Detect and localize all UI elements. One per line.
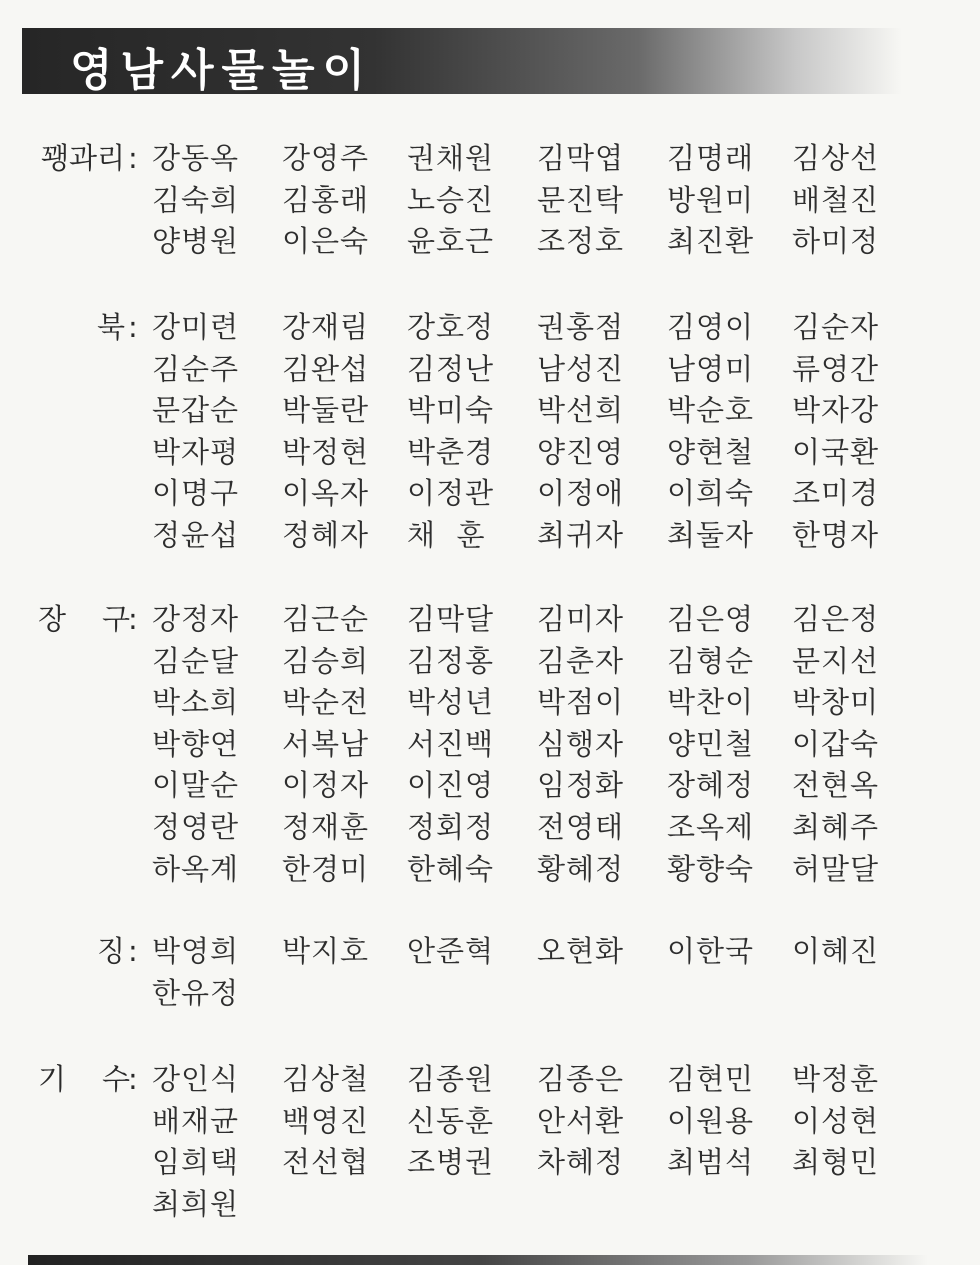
member-name: 박창미 (792, 685, 880, 720)
member-name: 조정호 (537, 224, 625, 259)
label-separator: : (128, 141, 138, 175)
member-name: 최귀자 (537, 518, 625, 552)
member-name: 박향연 (152, 726, 240, 761)
member-name: 이진영 (407, 768, 495, 803)
member-name: 조미경 (792, 476, 880, 511)
member-name: 김숙희 (152, 182, 240, 217)
roster-row (0, 137, 980, 179)
member-name: 김상철 (282, 1062, 370, 1096)
roster-row (0, 306, 980, 348)
member-name: 이정애 (537, 476, 625, 511)
member-name: 김춘자 (537, 643, 625, 678)
member-name: 이말순 (152, 768, 240, 803)
member-name: 이갑숙 (792, 726, 880, 761)
member-name: 김형순 (667, 643, 755, 678)
roster-row (0, 930, 980, 972)
member-name: 김상선 (792, 141, 880, 175)
member-name: 김순달 (152, 643, 240, 678)
member-name: 이성현 (792, 1103, 880, 1138)
member-name: 하옥계 (152, 851, 240, 886)
member-name: 서복남 (282, 726, 370, 761)
roster-row (0, 472, 980, 514)
member-name: 이은숙 (282, 224, 370, 259)
member-name: 김완섭 (282, 351, 370, 386)
member-name: 강동옥 (152, 141, 240, 175)
member-name: 강미련 (152, 310, 240, 344)
roster-row (0, 1100, 980, 1142)
member-name: 임정화 (537, 768, 625, 803)
member-name: 양진영 (537, 434, 625, 469)
member-name: 김종은 (537, 1062, 625, 1096)
section-label-char: 장 (38, 602, 67, 636)
member-name: 전선협 (282, 1145, 370, 1180)
member-name: 정윤섭 (152, 518, 240, 552)
member-name: 최둘자 (667, 518, 755, 552)
member-name: 한경미 (282, 851, 370, 886)
member-name: 강정자 (152, 602, 240, 636)
member-name: 문지선 (792, 643, 880, 678)
roster-row (0, 179, 980, 221)
member-name: 박정현 (282, 434, 370, 469)
member-name: 강영주 (282, 141, 370, 175)
member-name: 정재훈 (282, 810, 370, 844)
member-name: 조병권 (407, 1145, 495, 1180)
member-name: 김막달 (407, 602, 495, 636)
member-name: 이원용 (667, 1103, 755, 1138)
member-name: 황향숙 (667, 851, 755, 886)
member-name: 김정홍 (407, 643, 495, 678)
member-name: 양현철 (667, 434, 755, 469)
member-name: 노승진 (407, 182, 495, 217)
member-name: 최진환 (667, 224, 755, 259)
roster-row (0, 348, 980, 390)
roster-row (0, 806, 980, 848)
member-name: 전영태 (537, 810, 625, 844)
member-name: 이한국 (667, 934, 755, 968)
member-name: 김미자 (537, 602, 625, 636)
member-name: 이혜진 (792, 934, 880, 968)
member-name: 배재균 (152, 1103, 240, 1138)
member-name: 정영란 (152, 810, 240, 844)
member-name: 한유정 (152, 975, 240, 1010)
member-name: 조옥제 (667, 810, 755, 844)
roster-row (0, 389, 980, 431)
member-name: 박영희 (152, 934, 240, 968)
member-name: 박미숙 (407, 393, 495, 428)
member-name: 남영미 (667, 351, 755, 386)
member-name: 백영진 (282, 1103, 370, 1138)
roster-row (0, 848, 980, 890)
member-name: 박순호 (667, 393, 755, 428)
member-name: 김근순 (282, 602, 370, 636)
roster-row (0, 1141, 980, 1183)
section-label-char: 구 (102, 602, 131, 636)
member-name: 방원미 (667, 182, 755, 217)
label-separator: : (128, 934, 138, 968)
roster-row (0, 640, 980, 682)
member-name: 김영이 (667, 310, 755, 344)
member-name: 채 훈 (407, 518, 486, 552)
member-name: 최형민 (792, 1145, 880, 1180)
member-name: 하미정 (792, 224, 880, 259)
member-name: 박춘경 (407, 434, 495, 469)
member-name: 김명래 (667, 141, 755, 175)
member-name: 한명자 (792, 518, 880, 552)
member-name: 이정관 (407, 476, 495, 511)
member-name: 류영간 (792, 351, 880, 386)
member-name: 신동훈 (407, 1103, 495, 1138)
label-separator: : (128, 310, 138, 344)
member-name: 김순자 (792, 310, 880, 344)
member-name: 박자강 (792, 393, 880, 428)
roster-row (0, 514, 980, 556)
roster-row (0, 764, 980, 806)
roster-row (0, 1183, 980, 1225)
member-name: 박찬이 (667, 685, 755, 720)
member-name: 심행자 (537, 726, 625, 761)
member-name: 박소희 (152, 685, 240, 720)
section-label-text: 꽹과리 (40, 141, 125, 175)
label-separator: : (128, 1062, 138, 1096)
member-name: 이희숙 (667, 476, 755, 511)
member-name: 이옥자 (282, 476, 370, 511)
member-name: 황혜정 (537, 851, 625, 886)
member-name: 박성년 (407, 685, 495, 720)
roster-row (0, 723, 980, 765)
roster-row (0, 220, 980, 262)
member-name: 강인식 (152, 1062, 240, 1096)
member-name: 정혜자 (282, 518, 370, 552)
member-name: 정회정 (407, 810, 495, 844)
member-name: 김순주 (152, 351, 240, 386)
member-name: 전현옥 (792, 768, 880, 803)
roster-row (0, 681, 980, 723)
page-title: 영남사물놀이 (70, 45, 374, 94)
member-name: 이국환 (792, 434, 880, 469)
member-name: 최범석 (667, 1145, 755, 1180)
section-label-char: 기 (38, 1062, 67, 1096)
bottom-divider (28, 1255, 928, 1265)
member-name: 배철진 (792, 182, 880, 217)
title-banner (22, 28, 902, 94)
member-name: 남성진 (537, 351, 625, 386)
member-name: 박순전 (282, 685, 370, 720)
member-name: 차혜정 (537, 1145, 625, 1180)
label-separator: : (128, 602, 138, 636)
member-name: 김막엽 (537, 141, 625, 175)
member-name: 권홍점 (537, 310, 625, 344)
member-name: 김은영 (667, 602, 755, 636)
member-name: 허말달 (792, 851, 880, 886)
member-name: 문진탁 (537, 182, 625, 217)
member-name: 강호정 (407, 310, 495, 344)
roster-row (0, 972, 980, 1014)
member-name: 한혜숙 (407, 851, 495, 886)
member-name: 이명구 (152, 476, 240, 511)
member-name: 박점이 (537, 685, 625, 720)
member-name: 안서환 (537, 1103, 625, 1138)
member-name: 양민철 (667, 726, 755, 761)
member-name: 서진백 (407, 726, 495, 761)
member-name: 장혜정 (667, 768, 755, 803)
member-name: 임희택 (152, 1145, 240, 1180)
member-name: 김승희 (282, 643, 370, 678)
member-name: 김정난 (407, 351, 495, 386)
member-name: 최혜주 (792, 810, 880, 844)
member-name: 박선희 (537, 393, 625, 428)
member-name: 박둘란 (282, 393, 370, 428)
roster-row (0, 598, 980, 640)
member-name: 박지호 (282, 934, 370, 968)
roster-row (0, 1058, 980, 1100)
member-name: 양병원 (152, 224, 240, 259)
member-name: 강재림 (282, 310, 370, 344)
member-name: 권채원 (407, 141, 495, 175)
member-name: 안준혁 (407, 934, 495, 968)
section-label-text: 북 (96, 310, 125, 344)
roster-row (0, 431, 980, 473)
member-name: 김홍래 (282, 182, 370, 217)
member-name: 박자평 (152, 434, 240, 469)
member-name: 최희원 (152, 1186, 240, 1221)
member-name: 이정자 (282, 768, 370, 803)
member-name: 오현화 (537, 934, 625, 968)
member-name: 문갑순 (152, 393, 240, 428)
member-name: 박정훈 (792, 1062, 880, 1096)
section-label-text: 징 (96, 934, 125, 968)
member-name: 김현민 (667, 1062, 755, 1096)
member-name: 김종원 (407, 1062, 495, 1096)
member-name: 김은정 (792, 602, 880, 636)
section-label-char: 수 (102, 1062, 131, 1096)
member-name: 윤호근 (407, 224, 495, 259)
